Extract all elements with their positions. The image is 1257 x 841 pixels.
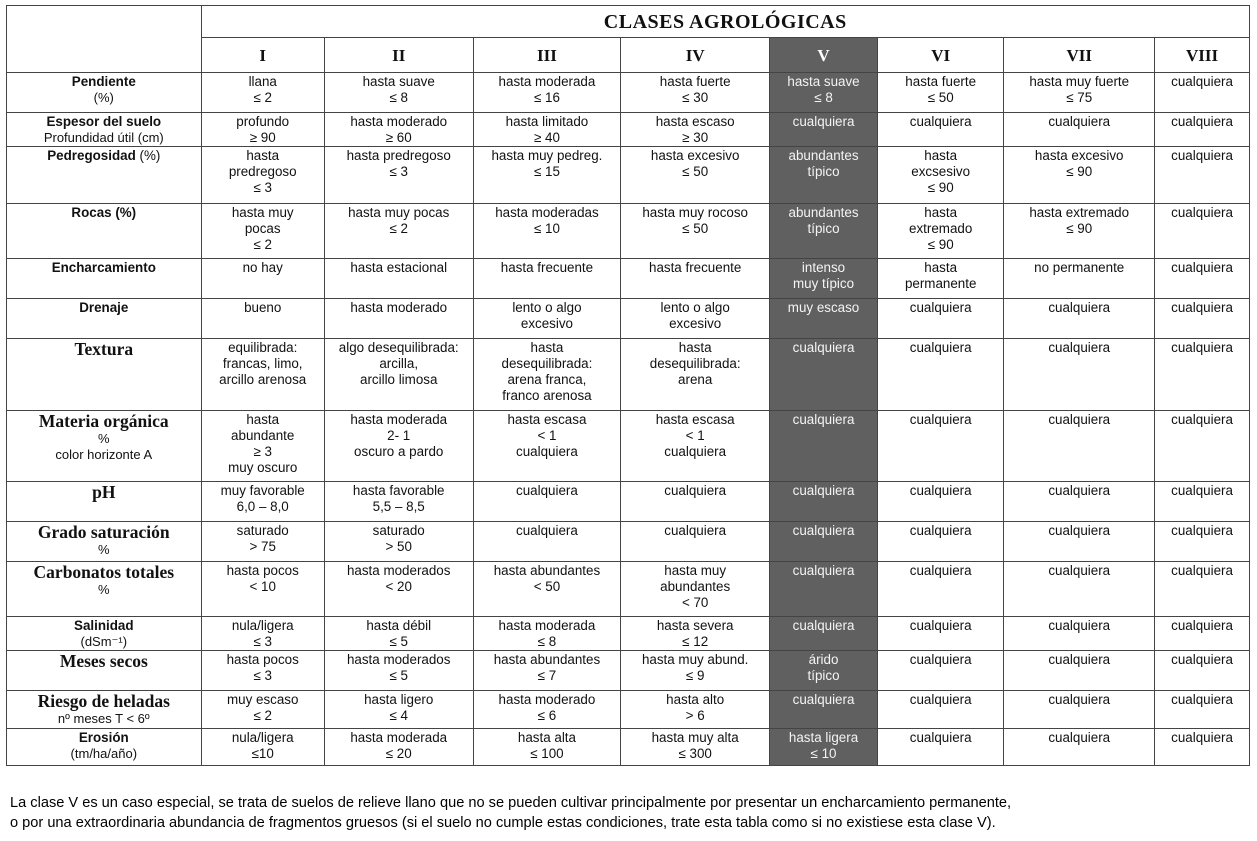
table-cell: hasta muy pocas ≤ 2 (324, 204, 473, 259)
agrological-classes-document (6, 5, 1250, 766)
table-cell: hasta severa ≤ 12 (621, 617, 770, 651)
table-cell: hasta moderada ≤ 16 (473, 73, 621, 113)
row-header (7, 562, 202, 617)
table-cell: hasta muy abundantes < 70 (621, 562, 770, 617)
table-cell: cualquiera (1155, 617, 1250, 651)
table-cell: cualquiera (878, 299, 1004, 339)
table-cell: cualquiera (878, 729, 1004, 766)
table-cell: hasta estacional (324, 259, 473, 299)
table-row (7, 73, 1250, 113)
footnote-line-1: La clase V es un caso especial, se trata de suelos de relieve llano que no se pueden cultivar principalmente por presentar un encharcamiento permanente, (10, 795, 1012, 811)
table-cell: cualquiera (1155, 113, 1250, 147)
row-header-subtitle: % (98, 582, 110, 597)
table-cell: cualquiera (1155, 562, 1250, 617)
row-header (7, 651, 202, 691)
table-cell: cualquiera (473, 522, 621, 562)
table-cell: no hay (201, 259, 324, 299)
table-cell: cualquiera (770, 113, 878, 147)
table-cell: cualquiera (1004, 651, 1155, 691)
class-header-i: I (201, 38, 324, 73)
table-cell: cualquiera (770, 339, 878, 411)
row-header-subtitle: Profundidad útil (cm) (43, 130, 164, 145)
table-cell: hasta extremado ≤ 90 (878, 204, 1004, 259)
table-cell: cualquiera (878, 651, 1004, 691)
table-cell: cualquiera (878, 562, 1004, 617)
class-header-vi: VI (878, 38, 1004, 73)
row-header-name: Erosión (78, 730, 129, 745)
row-header (7, 482, 202, 522)
table-cell: hasta escaso ≥ 30 (621, 113, 770, 147)
table-cell: hasta muy abund. ≤ 9 (621, 651, 770, 691)
table-cell: cualquiera (1155, 482, 1250, 522)
table-cell: hasta predregoso ≤ 3 (201, 147, 324, 204)
table-cell: hasta muy rocoso ≤ 50 (621, 204, 770, 259)
row-header (7, 113, 202, 147)
table-cell: hasta moderados < 20 (324, 562, 473, 617)
table-cell: hasta abundantes ≤ 7 (473, 651, 621, 691)
table-cell: cualquiera (770, 522, 878, 562)
row-header-name: Salinidad (74, 618, 134, 633)
row-header-label (11, 114, 197, 130)
table-cell: cualquiera (1155, 204, 1250, 259)
table-cell: cualquiera (1155, 259, 1250, 299)
table-cell: hasta pocos < 10 (201, 562, 324, 617)
row-header-subtitle: (%) (93, 90, 114, 105)
table-cell: cualquiera (878, 339, 1004, 411)
table-cell: cualquiera (878, 411, 1004, 482)
row-header-subtitle: (dSm⁻¹) (80, 634, 128, 649)
table-row (7, 729, 1250, 766)
table-cell: cualquiera (1155, 147, 1250, 204)
table-cell: cualquiera (878, 691, 1004, 729)
table-cell: hasta escasa < 1 cualquiera (621, 411, 770, 482)
table-cell: hasta moderado ≤ 6 (473, 691, 621, 729)
row-header-name: Espesor del suelo (46, 114, 162, 129)
table-cell: hasta ligero ≤ 4 (324, 691, 473, 729)
table-row (7, 113, 1250, 147)
class-header-iv: IV (621, 38, 770, 73)
row-header (7, 299, 202, 339)
table-cell: hasta fuerte ≤ 30 (621, 73, 770, 113)
table-cell: cualquiera (770, 411, 878, 482)
row-header-name: Grado saturación (37, 522, 170, 542)
table-cell: cualquiera (1155, 411, 1250, 482)
table-row (7, 691, 1250, 729)
table-cell: hasta limitado ≥ 40 (473, 113, 621, 147)
table-cell: hasta abundante ≥ 3 muy oscuro (201, 411, 324, 482)
row-header-label (11, 523, 197, 542)
table-cell: cualquiera (1004, 691, 1155, 729)
row-header-label (11, 300, 197, 316)
table-cell: hasta excesivo ≤ 50 (621, 147, 770, 204)
table-cell: cualquiera (878, 522, 1004, 562)
table-cell: cualquiera (878, 617, 1004, 651)
table-cell: hasta alta ≤ 100 (473, 729, 621, 766)
row-header-label (11, 652, 197, 671)
table-cell: cualquiera (1004, 113, 1155, 147)
table-row (7, 299, 1250, 339)
table-row (7, 651, 1250, 691)
table-cell: lento o algo excesivo (473, 299, 621, 339)
row-header-subtitle: (tm/ha/año) (70, 746, 138, 761)
table-cell: hasta muy pedreg. ≤ 15 (473, 147, 621, 204)
footnote-line-2: o por una extraordinaria abundancia de fragmentos gruesos (si el suelo no cumple estas condiciones, trate esta tabla como si no existiese esta clase V). (10, 815, 996, 831)
row-header-unit: (%) (135, 148, 161, 163)
table-cell: cualquiera (1004, 522, 1155, 562)
row-header (7, 411, 202, 482)
table-cell: lento o algo excesivo (621, 299, 770, 339)
table-row (7, 522, 1250, 562)
row-header (7, 691, 202, 729)
class-header-iii: III (473, 38, 621, 73)
row-header-name: pH (92, 482, 116, 502)
table-cell: muy escaso ≤ 2 (201, 691, 324, 729)
class-header-viii: VIII (1155, 38, 1250, 73)
table-cell: cualquiera (1155, 522, 1250, 562)
row-header-subtitle: nº meses T < 6º (57, 711, 150, 726)
table-cell: hasta suave ≤ 8 (770, 73, 878, 113)
table-row (7, 204, 1250, 259)
row-header-label (11, 412, 197, 431)
row-header (7, 204, 202, 259)
table-cell: saturado > 75 (201, 522, 324, 562)
table-cell: cualquiera (1004, 617, 1155, 651)
table-cell: cualquiera (1155, 339, 1250, 411)
row-header-name: Drenaje (79, 300, 129, 315)
row-header (7, 259, 202, 299)
table-cell: saturado > 50 (324, 522, 473, 562)
table-cell: hasta excsesivo ≤ 90 (878, 147, 1004, 204)
row-header-label (11, 340, 197, 359)
table-cell: abundantes típico (770, 147, 878, 204)
table-cell: cualquiera (1155, 73, 1250, 113)
table-cell: profundo ≥ 90 (201, 113, 324, 147)
table-cell: hasta muy fuerte ≤ 75 (1004, 73, 1155, 113)
table-cell: cualquiera (1004, 729, 1155, 766)
table-cell: muy favorable 6,0 – 8,0 (201, 482, 324, 522)
table-row (7, 617, 1250, 651)
table-cell: nula/ligera ≤ 3 (201, 617, 324, 651)
table-cell: cualquiera (1004, 339, 1155, 411)
table-cell: hasta abundantes < 50 (473, 562, 621, 617)
row-header-name: Pendiente (71, 74, 136, 89)
row-header-label (11, 563, 197, 582)
row-header-subtitle: % (98, 542, 110, 557)
table-cell: cualquiera (1155, 651, 1250, 691)
table-cell: hasta fuerte ≤ 50 (878, 73, 1004, 113)
row-header-subtitle: % color horizonte A (55, 431, 153, 462)
row-header-label (11, 618, 197, 634)
table-cell: hasta moderada 2- 1 oscuro a pardo (324, 411, 473, 482)
table-cell: cualquiera (770, 617, 878, 651)
table-cell: cualquiera (1004, 482, 1155, 522)
row-header-label (11, 483, 197, 502)
table-cell: cualquiera (1004, 411, 1155, 482)
table-cell: hasta moderado ≥ 60 (324, 113, 473, 147)
table-cell: cualquiera (473, 482, 621, 522)
table-cell: muy escaso (770, 299, 878, 339)
table-cell: cualquiera (878, 482, 1004, 522)
table-cell: cualquiera (621, 482, 770, 522)
row-header (7, 729, 202, 766)
table-cell: cualquiera (770, 482, 878, 522)
table-cell: hasta permanente (878, 259, 1004, 299)
row-header-label (11, 730, 197, 746)
table-cell: equilibrada: francas, limo, arcillo arenosa (201, 339, 324, 411)
table-body (7, 73, 1250, 766)
table-cell: bueno (201, 299, 324, 339)
table-row (7, 259, 1250, 299)
corner-cell (7, 6, 202, 73)
table-cell: hasta pocos ≤ 3 (201, 651, 324, 691)
table-cell: cualquiera (621, 522, 770, 562)
class-header-vii: VII (1004, 38, 1155, 73)
table-cell: cualquiera (1004, 299, 1155, 339)
table-title: CLASES AGROLÓGICAS (201, 6, 1249, 38)
table-cell: hasta ligera ≤ 10 (770, 729, 878, 766)
table-cell: hasta moderada ≤ 20 (324, 729, 473, 766)
row-header-label (11, 260, 197, 276)
row-header (7, 73, 202, 113)
table-cell: hasta moderada ≤ 8 (473, 617, 621, 651)
row-header-name: Rocas (%) (71, 205, 137, 220)
class-header-v: V (770, 38, 878, 73)
table-cell: hasta favorable 5,5 – 8,5 (324, 482, 473, 522)
table-cell: nula/ligera ≤10 (201, 729, 324, 766)
row-header-name: Carbonatos totales (33, 562, 175, 582)
table-cell: hasta moderados ≤ 5 (324, 651, 473, 691)
agrological-classes-table (6, 5, 1250, 766)
table-cell: no permanente (1004, 259, 1155, 299)
row-header-name: Encharcamiento (51, 260, 156, 275)
table-cell: hasta débil ≤ 5 (324, 617, 473, 651)
class-header-ii: II (324, 38, 473, 73)
row-header-label (11, 692, 197, 711)
row-header-label (11, 205, 197, 221)
table-cell: cualquiera (1155, 691, 1250, 729)
row-header-label (11, 74, 197, 90)
footnote (10, 793, 1250, 833)
table-row (7, 482, 1250, 522)
table-row (7, 562, 1250, 617)
row-header-name: Meses secos (59, 651, 148, 671)
table-cell: cualquiera (1155, 729, 1250, 766)
table-cell: intenso muy típico (770, 259, 878, 299)
table-cell: hasta desequilibrada: arena franca, franco arenosa (473, 339, 621, 411)
table-cell: árido típico (770, 651, 878, 691)
table-row (7, 147, 1250, 204)
table-row (7, 411, 1250, 482)
row-header (7, 522, 202, 562)
table-cell: hasta muy pocas ≤ 2 (201, 204, 324, 259)
row-header (7, 617, 202, 651)
row-header-name: Riesgo de heladas (37, 691, 170, 711)
table-cell: hasta suave ≤ 8 (324, 73, 473, 113)
table-cell: hasta escasa < 1 cualquiera (473, 411, 621, 482)
row-header (7, 147, 202, 204)
table-cell: abundantes típico (770, 204, 878, 259)
table-cell: cualquiera (770, 691, 878, 729)
table-row (7, 339, 1250, 411)
row-header (7, 339, 202, 411)
table-cell: hasta predregoso ≤ 3 (324, 147, 473, 204)
table-cell: algo desequilibrada: arcilla, arcillo limosa (324, 339, 473, 411)
table-cell: cualquiera (1004, 562, 1155, 617)
table-cell: cualquiera (770, 562, 878, 617)
table-cell: hasta alto > 6 (621, 691, 770, 729)
table-cell: hasta desequilibrada: arena (621, 339, 770, 411)
row-header-name: Materia orgánica (38, 411, 169, 431)
table-cell: hasta frecuente (473, 259, 621, 299)
table-cell: llana ≤ 2 (201, 73, 324, 113)
table-cell: hasta moderado (324, 299, 473, 339)
row-header-name: Pedregosidad (47, 148, 136, 163)
table-cell: hasta frecuente (621, 259, 770, 299)
table-cell: hasta extremado ≤ 90 (1004, 204, 1155, 259)
table-cell: cualquiera (878, 113, 1004, 147)
table-cell: cualquiera (1155, 299, 1250, 339)
table-cell: hasta excesivo ≤ 90 (1004, 147, 1155, 204)
table-cell: hasta moderadas ≤ 10 (473, 204, 621, 259)
row-header-label (11, 148, 197, 164)
table-cell: hasta muy alta ≤ 300 (621, 729, 770, 766)
row-header-name: Textura (74, 339, 134, 359)
